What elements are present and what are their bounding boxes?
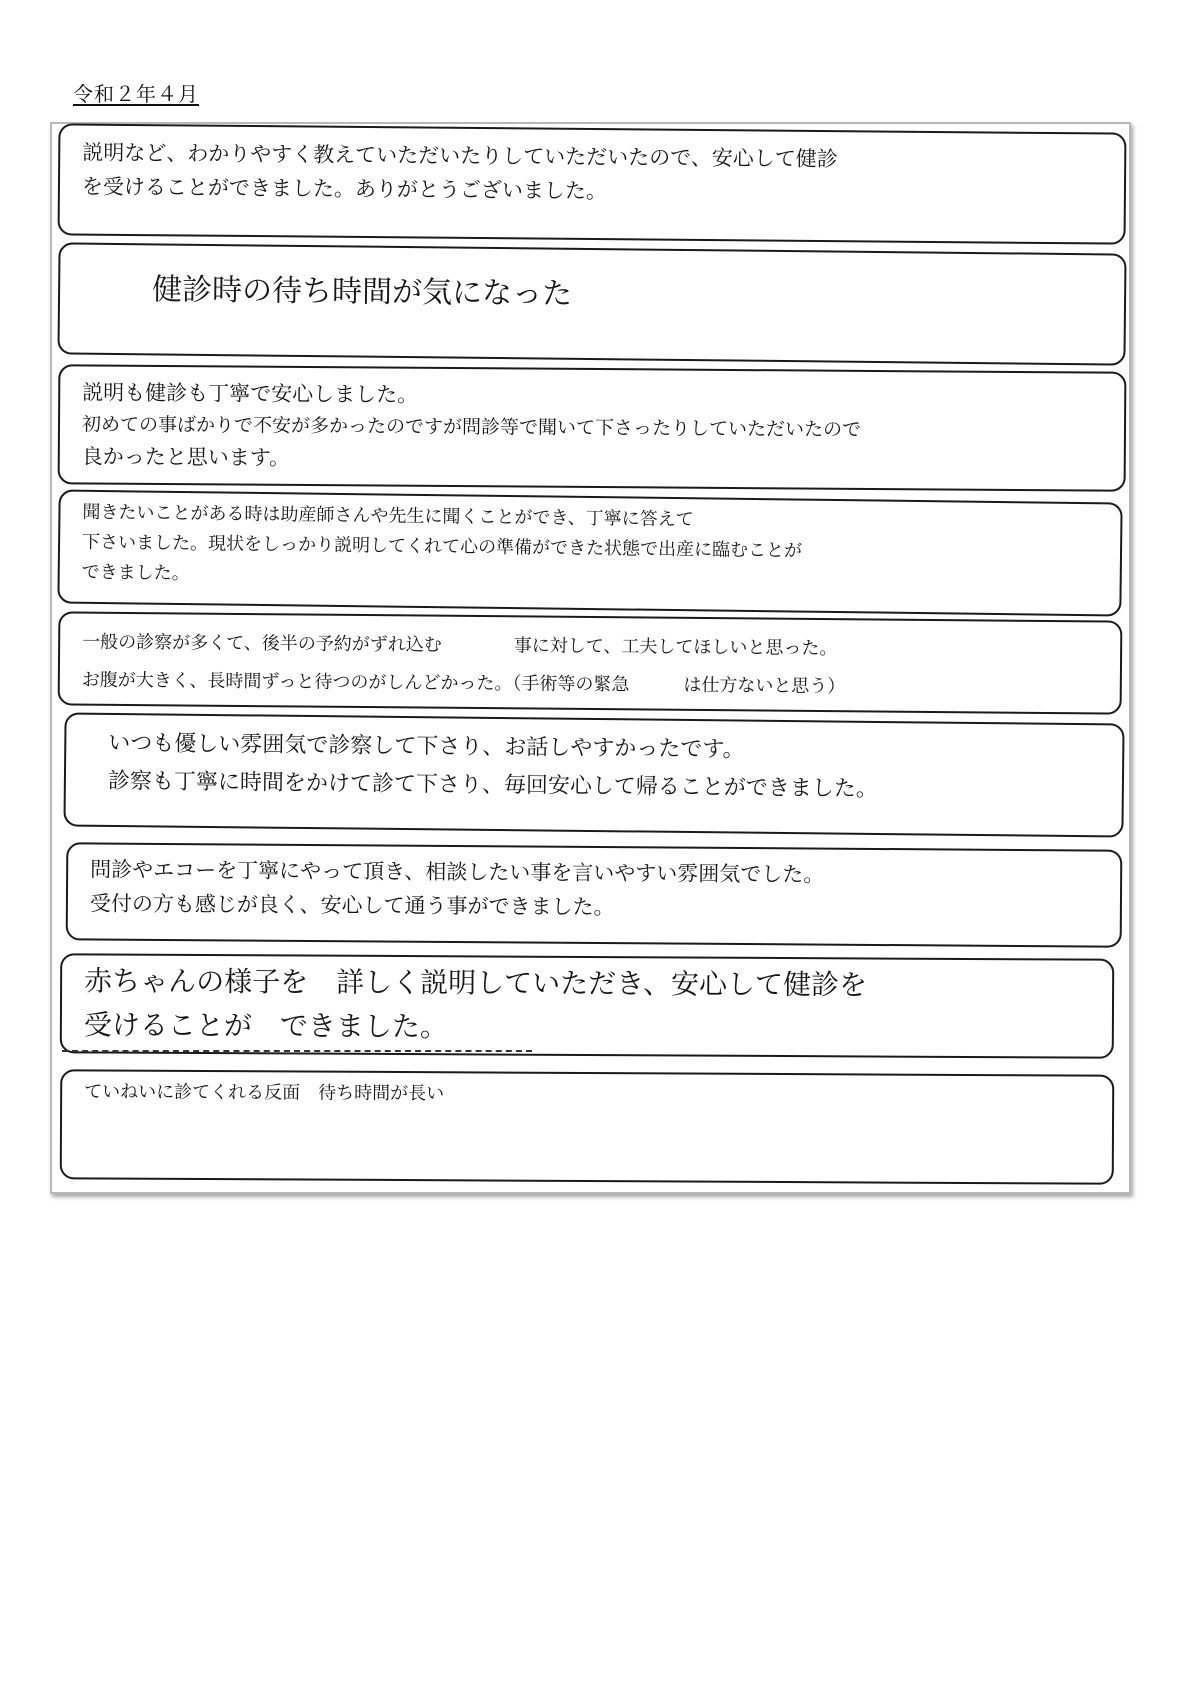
comment-card-3 bbox=[58, 364, 1127, 491]
comment-line: 聞きたいことがある時は助産師さんや先生に聞くことができ、丁寧に答えて bbox=[82, 501, 694, 531]
comment-card-8 bbox=[60, 953, 1115, 1059]
comment-line: 受けることが できました。 bbox=[83, 1008, 448, 1044]
dashed-divider bbox=[62, 1050, 532, 1052]
comment-line: 診察も丁寧に時間をかけて診て下さり、毎回安心して帰ることができました。 bbox=[107, 768, 879, 802]
comment-line: できました。 bbox=[81, 561, 190, 585]
comment-card-5 bbox=[58, 611, 1123, 714]
comment-line: 健診時の待ち時間が気になった bbox=[151, 272, 573, 312]
comment-line: お腹が大きく、長時間ずっと待つのがしんどかった。（手術等の緊急 は仕方ないと思う） bbox=[81, 669, 846, 698]
comment-line: 説明など、わかりやすく教えていただいたりしていただいたので、安心して健診 bbox=[82, 140, 838, 172]
comment-card-7 bbox=[66, 842, 1123, 947]
comment-line: を受けることができました。ありがとうございました。 bbox=[81, 174, 608, 204]
comment-line: 問診やエコーを丁寧にやって頂き、相談したい事を言いやすい雰囲気でした。 bbox=[90, 857, 825, 887]
page-date: 令和２年４月 bbox=[73, 82, 199, 106]
comment-card-6 bbox=[63, 712, 1124, 837]
comment-line: 初めての事ばかりで不安が多かったのですが問診等で聞いて下さったりしていただいたので bbox=[81, 413, 862, 441]
comment-line: 説明も健診も丁寧で安心しました。 bbox=[82, 380, 419, 407]
comment-line: 一般の診察が多くて、後半の予約がずれ込む 事に対して、工夫してほしいと思った。 bbox=[82, 631, 838, 660]
comment-card-9 bbox=[60, 1069, 1115, 1185]
scanned-comment-sheet bbox=[50, 122, 1131, 1194]
comment-line: 良かったと思います。 bbox=[81, 444, 291, 470]
comment-line: ていねいに診てくれる反面 待ち時間が長い bbox=[84, 1081, 445, 1105]
comment-card-2 bbox=[57, 242, 1126, 365]
comment-card-4 bbox=[57, 490, 1122, 617]
comment-line: 赤ちゃんの様子を 詳しく説明していただき、安心して健診を bbox=[84, 964, 868, 1002]
comment-line: 下さいました。現状をしっかり説明してくれて心の準備ができた状態で出産に臨むことが bbox=[81, 531, 803, 562]
comment-line: 受付の方も感じが良く、安心して通う事ができました。 bbox=[89, 891, 615, 920]
comment-line: いつも優しい雰囲気で診察して下さり、お話しやすかったです。 bbox=[108, 730, 745, 763]
comment-card-1 bbox=[58, 123, 1127, 244]
